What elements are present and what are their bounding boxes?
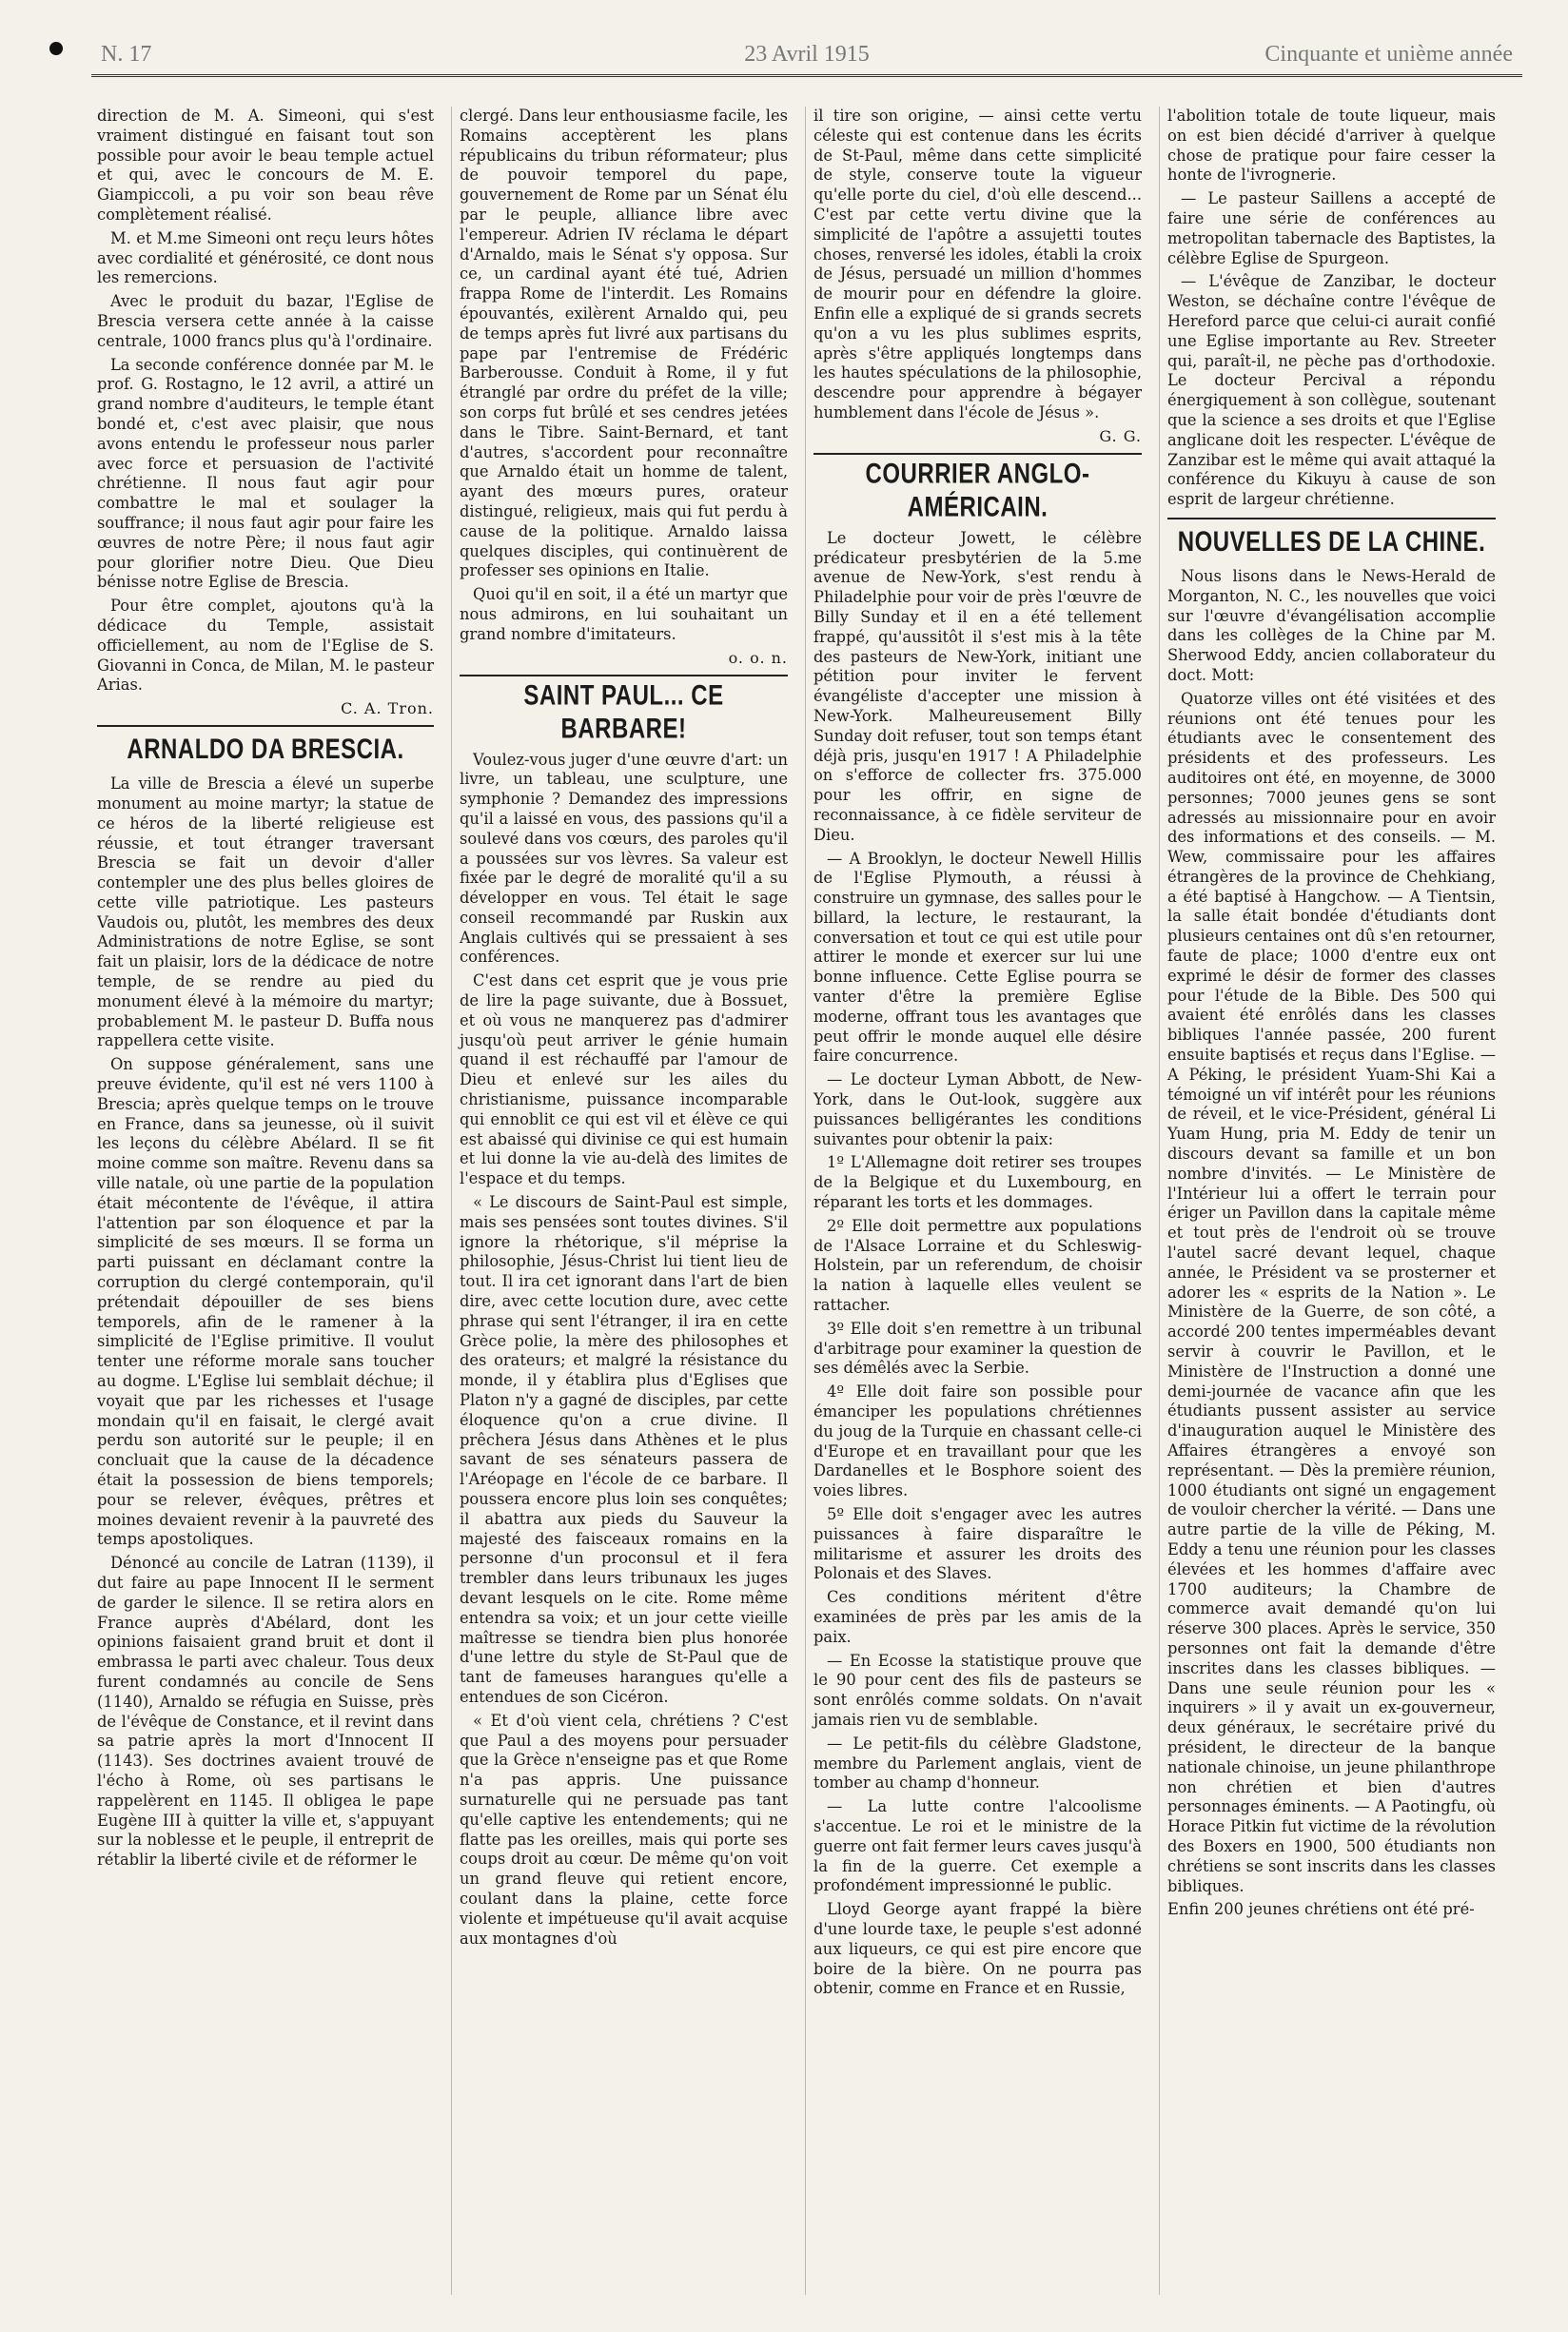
paragraph: C'est dans cet esprit que je vous prie de lire la page suivante, due à Bossuet, et où vous ne manquerez pas d'admirer jusqu'où peut arriver le génie humain quand il est réchauffé par l'amour de Dieu et enlevé sur les ailes du christianisme, puissance incomparable qui ennoblit ce qui est vil et élève ce qui est abaissé qui divinise ce qui est humain et lui donne la vie au-delà des limites de l'espace et du temps. xyxy=(460,971,788,1188)
paragraph: il tire son origine, — ainsi cette vertu céleste qui est contenue dans les écrits de St-Paul, même dans cette simplicité de style, conserve toute la vigueur qu'elle porte du ciel, d'où elle descend... C'est par cette vertu divine que la simplicité de l'apôtre a assujetti toutes choses, renversé les idoles, établi la croix de Jésus, persuadé un million d'hommes de mourir pour en défendre la gloire. Enfin elle a expliqué de si grands secrets qu'on a vu les plus sublimes esprits, après s'être appliqués longtemps dans les hautes spéculations de la philosophie, descendre pour apprendre à bégayer humblement dans l'école de Jésus ». xyxy=(813,107,1142,421)
paragraph: direction de M. A. Simeoni, qui s'est vraiment distingué en faisant tout son possible pour avoir le beau temple actuel et qui, avec le concours de M. E. Giampiccoli, a pu voir son beau rêve complètement réalisé. xyxy=(97,107,434,224)
signature: C. A. Tron. xyxy=(341,699,434,718)
volume-year: Cinquante et unième année xyxy=(1264,42,1513,67)
paragraph: On suppose généralement, sans une preuve évidente, qu'il est né vers 1100 à Brescia; après quelque temps on le trouve en France, dans sa jeunesse, où il suivit les leçons du célèbre Abélard. Il se fit moine comme son maître. Revenu dans sa ville natale, où une partie de la population était mécontente de l'évêque, il attira l'attention par son éloquence et par la simplicité de ses mœurs. Il se forma un parti puissant en déclamant contre la corruption du clergé contemporain, qu'il prétendait dépouiller de ses biens temporels, afin de le ramener à la simplicité de l'Eglise primitive. Il voulut tenter une réforme morale sans toucher au dogme. L'Eglise lui semblait déchue; il voyait que par les richesses et l'usage mondain qu'il en faisait, le clergé avait perdu son autorité sur le peuple; il en concluait que la cause de la décadence était la possession de biens temporels; pour se relever, évêques, prêtres et moines devaient revenir à la pauvreté des temps apostoliques. xyxy=(97,1055,434,1549)
column-4 xyxy=(1159,107,1503,2295)
paragraph: « Le discours de Saint-Paul est simple, mais ses pensées sont toutes divines. S'il ignore la rhétorique, s'il méprise la philosophie, Jésus-Christ lui tient lieu de tout. Il ira cet ignorant dans l'art de bien dire, avec cette locution dure, avec cette phrase qui sent l'étranger, il ira en cette Grèce polie, la mère des philosophes et des orateurs; et malgré la résistance du monde, il y établira plus d'Eglises que Platon n'y a gagné de disciples, par cette éloquence qu'on a crue divine. Il prêchera Jésus dans Athènes et le plus savant de ses sénateurs passera de l'Aréopage en l'école de ce barbare. Il poussera encore plus loin ses conquêtes; il abattra aux pieds du Sauveur la majesté des faisceaux romains en la personne d'un proconsul et il fera trembler dans leurs tribunaux les juges devant lesquels on le cite. Rome même entendra sa voix; et un jour cette vieille maîtresse se tiendra bien plus honorée d'une lettre du style de St-Paul que de tant de fameuses harangues qu'elle a entendues de son Cicéron. xyxy=(460,1193,788,1706)
divider xyxy=(97,725,434,727)
paragraph: 5º Elle doit s'engager avec les autres puissances à faire disparaître le militarisme et assurer les droits des Polonais et des Slaves. xyxy=(813,1505,1142,1583)
column-3 xyxy=(805,107,1149,2295)
article-columns xyxy=(97,107,1528,2295)
paragraph: Ces conditions méritent d'être examinées de près par les amis de la paix. xyxy=(813,1588,1142,1646)
paragraph: Nous lisons dans le News-Herald de Morganton, N. C., les nouvelles que voici sur l'œuvre d'évangélisation accomplie dans les collèges de la Chine par M. Sherwood Eddy, ancien collaborateur du doct. Mott: xyxy=(1167,566,1496,684)
paragraph: Dénoncé au concile de Latran (1139), il dut faire au pape Innocent II le serment de garder le silence. Il se retira alors en France auprès d'Abélard, dont les opinions faisaient grand bruit et dont il embrassa le parti avec chaleur. Tous deux furent condamnés au concile de Sens (1140), Arnaldo se réfugia en Suisse, près de l'évêque de Constance, et il revint dans sa patrie après la mort d'Innocent II (1143). Ses doctrines avaient trouvé de l'écho à Rome, où ses partisans le rappelèrent en 1145. Il obligea le pape Eugène III à quitter la ville et, s'appuyant sur la noblesse et le peuple, il entreprit de rétablir la liberté civile et de réformer le xyxy=(97,1554,434,1870)
section-heading: SAINT PAUL... CE BARBARE! xyxy=(523,678,724,745)
section-heading: COURRIER ANGLO-AMÉRICAIN. xyxy=(865,457,1090,523)
paragraph: « Et d'où vient cela, chrétiens ? C'est que Paul a des moyens pour persuader que la Grèce n'enseigne pas et que Rome n'a pas appris. Une puissance surnaturelle qui ne persuade pas tant qu'elle captive les entendements; qui ne flatte pas les oreilles, mais qui porte ses coups droit au cœur. De même qu'on voit un grand fleuve qui retient encore, coulant dans la plaine, cette force violente et impétueuse qu'il avait acquise aux montagnes d'où xyxy=(460,1711,788,1948)
section-heading: ARNALDO DA BRESCIA. xyxy=(127,733,404,766)
paragraph: Quatorze villes ont été visitées et des réunions ont été tenues pour les étudiants avec le consentement des présidents et des professeurs. Les auditoires ont été, en moyenne, de 3000 personnes; 7000 jeunes gens se sont adressés au missionnaire pour en avoir des informations et des conseils. — M. Wew, commissaire pour les affaires étrangères de la province de Chehkiang, a été baptisé à Hangchow. — A Tientsin, la salle était bondée d'étudiants dont plusieurs centaines ont dû s'en retourner, faute de place; 1000 d'entre eux ont exprimé le désir de former des classes pour l'étude de la Bible. Des 500 qui avaient été enrôlés dans les classes bibliques l'année passée, 200 furent ensuite baptisés et reçus dans l'Eglise. — A Péking, le président Yuam-Shi Kai a témoigné un vif intérêt pour les réunions de réveil, et le vice-Président, général Li Yuam Hung, pria M. Eddy de tenir un discours devant sa famille et un bon nombre d'invités. — Le Ministère de l'Intérieur lui a offert le terrain pour ériger un Pavillon dans la capitale même et tout près de l'endroit où se trouve l'autel sacré devant lequel, chaque année, le Président va se prosterner et adorer les « esprits de la Nation ». Le Ministère de la Guerre, de son côté, a accordé 200 tentes imperméables devant servir à couvrir le Pavillon, et le Ministère de l'Instruction a donné une demi-journée de vacance afin que les étudiants pussent assister au service d'inauguration auquel le Ministère des Affaires étrangères a envoyé son représentant. — Dès la première réunion, 1000 étudiants ont signé un engagement de vouloir chercher la vérité. — Dans une autre partie de la ville de Péking, M. Eddy a tenu une réunion pour les classes élevées et les hommes d'affaire avec 1700 auditeurs; la Chambre de commerce avait demandé qu'on lui réserve 300 places. Après le service, 350 personnes ont fait la demande d'être inscrites dans les classes bibliques. — Dans une seule réunion pour les « inquirers » il y avait un ex-gouverneur, deux généraux, le secrétaire privé du président, le directeur de la banque nationale chinoise, un jeune philanthrope non chrétien et bien d'autres personnages éminents. — A Paotingfu, où Horace Pitkin fut victime de la révolution des Boxers en 1900, 500 étudiants non chrétiens se sont inscrits dans les classes bibliques. xyxy=(1167,689,1496,1895)
paragraph: — Le pasteur Saillens a accepté de faire une série de conférences au metropolitan tabernacle des Baptistes, la célèbre Eglise de Spurgeon. xyxy=(1167,189,1496,267)
paragraph: — La lutte contre l'alcoolisme s'accentue. Le roi et le ministre de la guerre ont fait fermer leurs caves jusqu'à la fin de la guerre. Cet exemple a profondément impressionné le public. xyxy=(813,1797,1142,1895)
paragraph: 1º L'Allemagne doit retirer ses troupes de la Belgique et du Luxembourg, en réparant les torts et les dommages. xyxy=(813,1153,1142,1212)
issue-date: 23 Avril 1915 xyxy=(744,42,870,67)
paragraph: M. et M.me Simeoni ont reçu leurs hôtes avec cordialité et générosité, ce dont nous les remercions. xyxy=(97,228,434,287)
paragraph: Enfin 200 jeunes chrétiens ont été pré- xyxy=(1167,1900,1475,1919)
paragraph: La seconde conférence donnée par M. le prof. G. Rostagno, le 12 avril, a attiré un grand nombre d'auditeurs, le temple étant bondé et, c'est avec plaisir, que nous avons entendu le professeur nous parler avec force et persuasion de l'activité chrétienne. Il nous faut agir pour combattre le mal et soulager la souffrance; il nous faut agir pour faire les œuvres de notre Père; il nous faut agir pour glorifier notre Dieu. Que Dieu bénisse notre Eglise de Brescia. xyxy=(97,355,434,592)
paragraph: — A Brooklyn, le docteur Newell Hillis de l'Eglise Plymouth, a réussi à construire un gymnase, des salles pour le billard, la lecture, le restaurant, la conversation et tout ce qui est utile pour attirer le monde et exercer sur lui une bonne influence. Cette Eglise pourra se vanter d'être la première Eglise moderne, offrant tous les avantages que peut offrir le monde auquel elle désire faire concurrence. xyxy=(813,849,1142,1066)
divider xyxy=(1167,518,1496,519)
paragraph: Voulez-vous juger d'une œuvre d'art: un livre, un tableau, une sculpture, une symphonie ? Demandez des impressions qu'il a laissé en vous, des passions qu'il a soulevé dans vos cœurs, des paroles qu'il a poussées sur vos lèvres. Sa valeur est fixée par le degré de moralité qu'il a su développer en vous. Tel était le sage conseil recommandé par Ruskin aux Anglais cultivés qui se pressaient à ses conférences. xyxy=(460,750,788,967)
signature: G. G. xyxy=(1099,426,1142,445)
paragraph: 3º Elle doit s'en remettre à un tribunal d'arbitrage pour examiner la question de ses démêlés avec la Serbie. xyxy=(813,1319,1142,1378)
paragraph: l'abolition totale de toute liqueur, mais on est bien décidé d'arriver à quelque chose de pratique pour faire cesser la honte de l'ivrognerie. xyxy=(1167,107,1496,185)
paragraph: clergé. Dans leur enthousiasme facile, les Romains acceptèrent les plans républicains du tribun réformateur; plus de pouvoir temporel du pape, gouvernement de Rome par un Sénat élu par le peuple, alliance libre avec l'empereur. Adrien IV réclama le départ d'Arnaldo, mais le Sénat s'y opposa. Sur ce, un cardinal ayant été tué, Adrien frappa Rome de l'interdit. Les Romains épouvantés, exilèrent Arnaldo qui, peu de temps après fut livré aux partisans du pape par l'entremise de Frédéric Barberousse. Conduit à Rome, il y fut étranglé par ordre du préfet de la ville; son corps fut brûlé et ses cendres jetées dans le Tibre. Saint-Bernard, et tant d'autres, s'accordent pour reconnaître que Arnaldo était un homme de talent, ayant des mœurs pures, orateur distingué, religieux, mais qui fut perdu à cause de la politique. Arnaldo laissa quelques disciples, qui continuèrent de professer ses opinions en Italie. xyxy=(460,107,788,580)
ink-dot xyxy=(49,42,63,55)
issue-number: N. 17 xyxy=(101,42,152,67)
paragraph: La ville de Brescia a élevé un superbe monument au moine martyr; la statue de ce héros de la liberté religieuse est réussie, et tout étranger traversant Brescia se fait un devoir d'aller contempler une des plus belles gloires de cette ville patriotique. Les pasteurs Vaudois ou, plutôt, les membres des deux Administrations de notre Eglise, se sont fait un plaisir, lors de la dédicace de notre temple, de se rendre au pied du monument élevé à la mémoire du martyr; probablement M. le pasteur D. Buffa nous rappellera cette visite. xyxy=(97,774,434,1050)
signature: o. o. n. xyxy=(728,648,788,667)
divider xyxy=(813,453,1142,455)
paragraph: Quoi qu'il en soit, il a été un martyr que nous admirons, en lui souhaitant un grand nombre d'imitateurs. xyxy=(460,585,788,643)
paragraph: — Le petit-fils du célèbre Gladstone, membre du Parlement anglais, vient de tomber au champ d'honneur. xyxy=(813,1734,1142,1793)
paragraph: 2º Elle doit permettre aux populations de l'Alsace Lorraine et du Schleswig-Holstein, par un referendum, de choisir la nation à laquelle elles veulent se rattacher. xyxy=(813,1216,1142,1315)
page-header xyxy=(91,36,1522,77)
paragraph: 4º Elle doit faire son possible pour émanciper les populations chrétiennes du joug de la Turquie en chassant celle-ci d'Europe et en travaillant pour que les Dardanelles et le Bosphore soient des voies libres. xyxy=(813,1382,1142,1500)
paragraph: Avec le produit du bazar, l'Eglise de Brescia versera cette année à la caisse centrale, 1000 francs plus qu'à l'ordinaire. xyxy=(97,292,434,350)
paragraph: — En Ecosse la statistique prouve que le 90 pour cent des fils de pasteurs se sont enrôlés comme soldats. On n'avait jamais rien vu de semblable. xyxy=(813,1651,1142,1729)
divider xyxy=(460,675,788,676)
paragraph: Lloyd George ayant frappé la bière d'une lourde taxe, le peuple s'est adonné aux liqueurs, ce qui est pire encore que boire de la bière. On ne pourra pas obtenir, comme en France et en Russie, xyxy=(813,1900,1142,1998)
paragraph: — Le docteur Lyman Abbott, de New-York, dans le Out-look, suggère aux puissances belligérantes les conditions suivantes pour obtenir la paix: xyxy=(813,1070,1142,1148)
paragraph: — L'évêque de Zanzibar, le docteur Weston, se déchaîne contre l'évêque de Hereford parce que celui-ci aurait confié une Eglise importante au Rev. Streeter qui, paraît-il, ne pèche pas d'orthodoxie. Le docteur Percival a répondu énergiquement à son collègue, soutenant que la science a ses droits et que l'Eglise anglicane doit les respecter. L'évêque de Zanzibar est le même qui avait attaqué la conférence du Kikuyu à cause de son esprit de largeur chrétienne. xyxy=(1167,272,1496,509)
column-1 xyxy=(97,107,441,2295)
paragraph: Le docteur Jowett, le célèbre prédicateur presbytérien de la 5.me avenue de New-York, s'est rendu à Philadelphie pour voir de près l'œuvre de Billy Sunday et il en a été tellement frappé, qu'aussitôt il s'est mis à la tête des pasteurs de New-York, initiant une pétition pour inviter le fervent évangéliste d'accepter une mission à New-York. Malheureusement Billy Sunday doit refuser, tout son temps étant déjà pris, jusqu'en 1917 ! A Philadelphie on s'efforce de collecter frs. 375.000 pour les offrir, en signe de reconnaissance, à ce fidèle serviteur de Dieu. xyxy=(813,528,1142,844)
section-heading: NOUVELLES DE LA CHINE. xyxy=(1177,525,1486,559)
column-2 xyxy=(451,107,795,2295)
paragraph: Pour être complet, ajoutons qu'à la dédicace du Temple, assistait officiellement, au nom de l'Eglise de S. Giovanni in Conca, de Milan, M. le pasteur Arias. xyxy=(97,597,434,695)
